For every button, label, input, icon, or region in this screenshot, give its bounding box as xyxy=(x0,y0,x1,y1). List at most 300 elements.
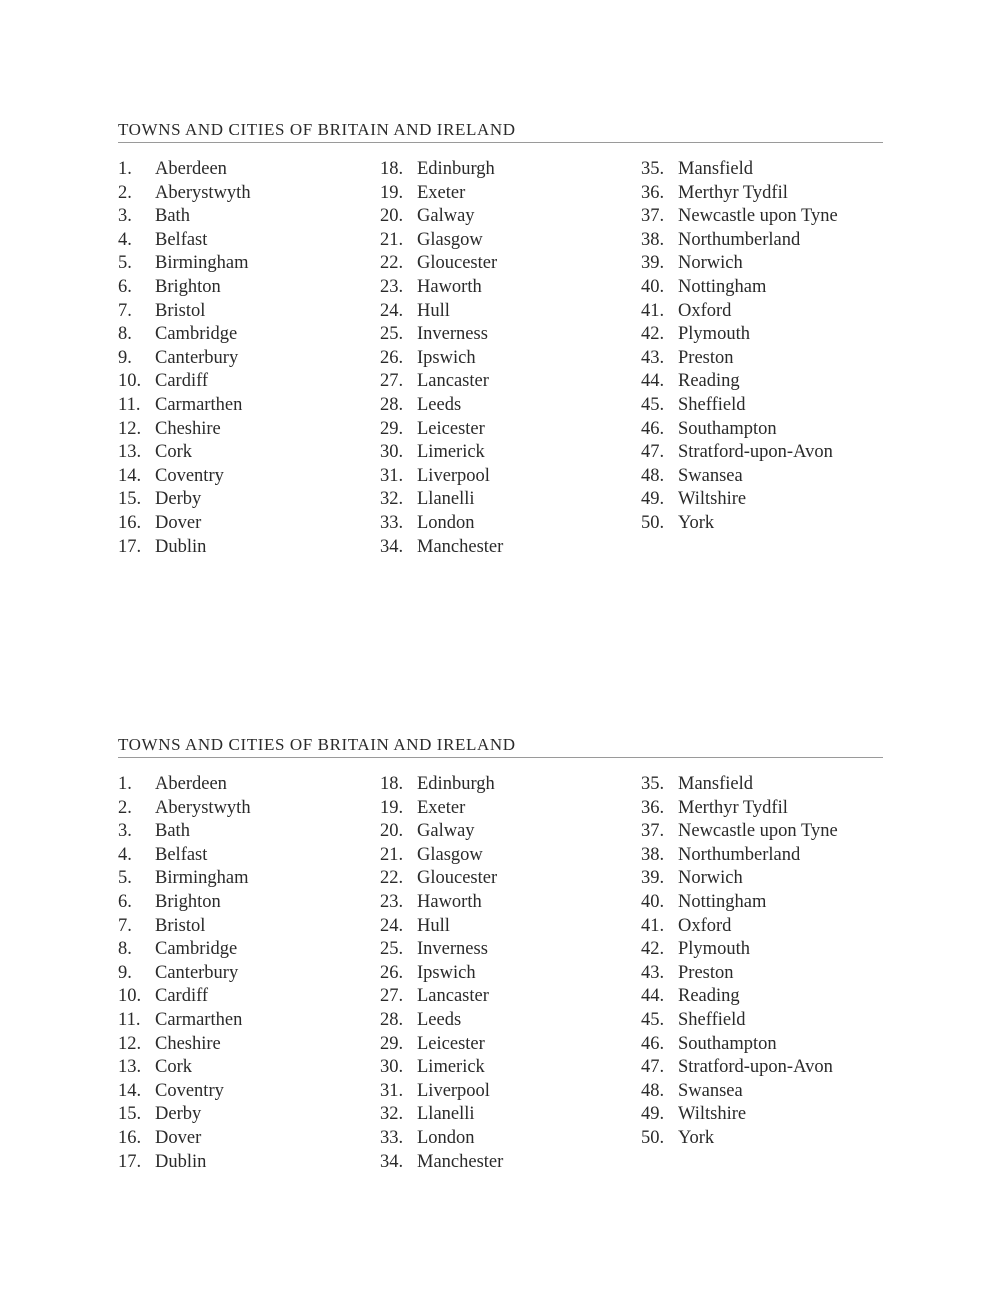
list-item xyxy=(641,820,838,844)
item-number: 33. xyxy=(380,1127,404,1148)
list-item xyxy=(118,441,251,465)
item-number: 36. xyxy=(641,797,665,818)
list-item xyxy=(380,1033,503,1057)
item-name: Norwich xyxy=(678,253,743,274)
column-3 xyxy=(641,773,838,1151)
item-number: 38. xyxy=(641,844,665,865)
item-name: Canterbury xyxy=(155,347,239,368)
item-name: Coventry xyxy=(155,465,224,486)
list-item xyxy=(641,962,838,986)
list-item xyxy=(380,300,503,324)
item-name: Galway xyxy=(417,206,475,227)
item-name: Aberystwyth xyxy=(155,182,251,203)
list-item xyxy=(118,182,251,206)
list-item xyxy=(380,891,503,915)
item-name: Nottingham xyxy=(678,891,767,912)
item-name: Gloucester xyxy=(417,253,498,274)
item-name: Galway xyxy=(417,821,475,842)
item-number: 31. xyxy=(380,1080,404,1101)
item-name: Ipswich xyxy=(417,347,476,368)
item-number: 2. xyxy=(118,182,132,203)
list-item xyxy=(118,300,251,324)
item-name: Mansfield xyxy=(678,774,754,794)
list-item xyxy=(380,252,503,276)
item-number: 20. xyxy=(380,821,404,842)
item-name: Cardiff xyxy=(155,371,209,392)
list-item xyxy=(641,797,838,821)
list-item xyxy=(641,1033,838,1057)
item-number: 10. xyxy=(118,371,142,392)
item-name: Ipswich xyxy=(417,962,476,983)
item-name: Plymouth xyxy=(678,939,750,960)
item-name: Glasgow xyxy=(417,844,483,865)
item-name: Cambridge xyxy=(155,939,238,960)
item-number: 50. xyxy=(641,512,665,533)
item-name: Brighton xyxy=(155,276,221,297)
item-number: 3. xyxy=(118,206,132,227)
item-number: 2. xyxy=(118,797,132,818)
item-name: Cork xyxy=(155,1057,192,1078)
list-item xyxy=(118,1151,251,1175)
item-name: Northumberland xyxy=(678,229,801,250)
towns-list-section xyxy=(118,119,883,568)
item-number: 20. xyxy=(380,206,404,227)
list-item xyxy=(118,370,251,394)
item-number: 6. xyxy=(118,891,132,912)
item-number: 9. xyxy=(118,962,132,983)
item-name: Liverpool xyxy=(417,465,490,486)
item-name: Dublin xyxy=(155,536,207,557)
list-item xyxy=(641,182,838,206)
list-item xyxy=(118,252,251,276)
item-number: 26. xyxy=(380,347,404,368)
list-item xyxy=(380,370,503,394)
list-item xyxy=(380,915,503,939)
item-name: Inverness xyxy=(417,324,488,345)
list-item xyxy=(380,962,503,986)
list-item xyxy=(118,418,251,442)
list-item xyxy=(380,276,503,300)
item-number: 39. xyxy=(641,868,665,889)
item-number: 22. xyxy=(380,868,404,889)
item-number: 24. xyxy=(380,915,404,936)
item-name: Swansea xyxy=(678,1080,743,1101)
list-item xyxy=(118,797,251,821)
item-name: Belfast xyxy=(155,229,208,250)
list-item xyxy=(641,1080,838,1104)
list-item xyxy=(380,229,503,253)
item-name: Preston xyxy=(678,962,734,983)
list-item xyxy=(380,773,503,797)
item-name: Cheshire xyxy=(155,1033,221,1054)
list-item xyxy=(641,1127,838,1151)
list-item xyxy=(380,536,503,560)
item-name: Aberdeen xyxy=(155,159,227,179)
column-2 xyxy=(380,773,503,1174)
item-number: 19. xyxy=(380,182,404,203)
item-number: 5. xyxy=(118,253,132,274)
item-name: Liverpool xyxy=(417,1080,490,1101)
item-name: Cambridge xyxy=(155,324,238,345)
item-number: 29. xyxy=(380,1033,404,1054)
item-number: 32. xyxy=(380,1104,404,1125)
list-item xyxy=(380,1127,503,1151)
list-item xyxy=(118,820,251,844)
item-name: Bristol xyxy=(155,300,206,321)
item-name: Haworth xyxy=(417,891,482,912)
list-item xyxy=(380,867,503,891)
section-heading: TOWNS AND CITIES OF BRITAIN AND IRELAND xyxy=(118,120,516,139)
item-name: Bristol xyxy=(155,915,206,936)
item-number: 35. xyxy=(641,774,665,794)
list-item xyxy=(641,252,838,276)
item-number: 23. xyxy=(380,891,404,912)
item-number: 23. xyxy=(380,276,404,297)
item-number: 7. xyxy=(118,300,132,321)
item-number: 19. xyxy=(380,797,404,818)
list-item xyxy=(380,465,503,489)
item-number: 4. xyxy=(118,844,132,865)
item-number: 49. xyxy=(641,489,665,510)
item-number: 41. xyxy=(641,915,665,936)
item-name: Merthyr Tydfil xyxy=(678,797,788,818)
item-name: Newcastle upon Tyne xyxy=(678,821,838,842)
heading-rule xyxy=(118,142,883,143)
item-number: 46. xyxy=(641,418,665,439)
column-1 xyxy=(118,773,251,1174)
item-name: Limerick xyxy=(417,442,485,463)
item-number: 22. xyxy=(380,253,404,274)
item-number: 8. xyxy=(118,939,132,960)
item-number: 39. xyxy=(641,253,665,274)
item-number: 35. xyxy=(641,159,665,179)
item-number: 12. xyxy=(118,1033,142,1054)
item-number: 33. xyxy=(380,512,404,533)
item-number: 12. xyxy=(118,418,142,439)
item-name: Carmarthen xyxy=(155,1009,243,1030)
item-number: 45. xyxy=(641,394,665,415)
list-item xyxy=(641,1009,838,1033)
column-2 xyxy=(380,158,503,559)
item-name: Cork xyxy=(155,442,192,463)
list-item xyxy=(380,488,503,512)
list-item xyxy=(641,465,838,489)
list-item xyxy=(380,323,503,347)
item-number: 11. xyxy=(118,1009,141,1030)
item-number: 44. xyxy=(641,986,665,1007)
list-item xyxy=(118,465,251,489)
item-number: 36. xyxy=(641,182,665,203)
list-item xyxy=(118,1009,251,1033)
list-item xyxy=(380,1009,503,1033)
list-item xyxy=(641,1103,838,1127)
item-name: Canterbury xyxy=(155,962,239,983)
list-item xyxy=(380,1056,503,1080)
item-name: Leeds xyxy=(417,1009,462,1030)
item-number: 17. xyxy=(118,1151,142,1172)
item-name: Carmarthen xyxy=(155,394,243,415)
item-number: 3. xyxy=(118,821,132,842)
list-item xyxy=(641,394,838,418)
item-name: Dover xyxy=(155,512,202,533)
list-item xyxy=(118,347,251,371)
item-name: London xyxy=(417,1127,475,1148)
item-name: Derby xyxy=(155,489,202,510)
item-name: Southampton xyxy=(678,418,777,439)
item-name: York xyxy=(678,512,715,533)
item-name: Lancaster xyxy=(417,986,489,1007)
item-name: Dover xyxy=(155,1127,202,1148)
item-number: 28. xyxy=(380,1009,404,1030)
list-item xyxy=(118,1080,251,1104)
list-item xyxy=(641,1056,838,1080)
item-number: 21. xyxy=(380,844,404,865)
item-name: Sheffield xyxy=(678,394,746,415)
item-number: 4. xyxy=(118,229,132,250)
item-name: Gloucester xyxy=(417,868,498,889)
item-number: 48. xyxy=(641,1080,665,1101)
item-name: Aberdeen xyxy=(155,774,227,794)
item-number: 49. xyxy=(641,1104,665,1125)
item-name: Aberystwyth xyxy=(155,797,251,818)
list-item xyxy=(118,867,251,891)
item-name: Newcastle upon Tyne xyxy=(678,206,838,227)
list-item xyxy=(118,536,251,560)
item-number: 13. xyxy=(118,1057,142,1078)
list-item xyxy=(380,205,503,229)
list-item xyxy=(641,370,838,394)
list-item xyxy=(118,1033,251,1057)
item-number: 40. xyxy=(641,891,665,912)
item-name: Birmingham xyxy=(155,868,249,889)
item-name: Norwich xyxy=(678,868,743,889)
list-item xyxy=(641,488,838,512)
item-number: 1. xyxy=(118,159,132,179)
item-name: Exeter xyxy=(417,182,466,203)
item-name: Manchester xyxy=(417,1151,504,1172)
item-name: Edinburgh xyxy=(417,774,495,794)
item-name: Manchester xyxy=(417,536,504,557)
list-item xyxy=(641,276,838,300)
item-number: 1. xyxy=(118,774,132,794)
list-item xyxy=(380,441,503,465)
list-item xyxy=(641,229,838,253)
item-name: Oxford xyxy=(678,915,732,936)
item-number: 48. xyxy=(641,465,665,486)
item-number: 8. xyxy=(118,324,132,345)
list-item xyxy=(380,1103,503,1127)
list-item xyxy=(118,1127,251,1151)
item-name: Glasgow xyxy=(417,229,483,250)
item-number: 31. xyxy=(380,465,404,486)
list-item xyxy=(118,205,251,229)
item-name: Sheffield xyxy=(678,1009,746,1030)
item-number: 11. xyxy=(118,394,141,415)
item-number: 42. xyxy=(641,324,665,345)
list-item xyxy=(641,773,838,797)
item-name: Cheshire xyxy=(155,418,221,439)
item-name: London xyxy=(417,512,475,533)
item-name: Coventry xyxy=(155,1080,224,1101)
item-number: 40. xyxy=(641,276,665,297)
item-number: 47. xyxy=(641,442,665,463)
list-item xyxy=(118,488,251,512)
item-name: Brighton xyxy=(155,891,221,912)
item-number: 14. xyxy=(118,1080,142,1101)
list-item xyxy=(380,394,503,418)
heading-rule xyxy=(118,757,883,758)
item-name: Stratford-upon-Avon xyxy=(678,442,833,463)
item-number: 43. xyxy=(641,347,665,368)
item-number: 44. xyxy=(641,371,665,392)
item-number: 25. xyxy=(380,939,404,960)
list-item xyxy=(118,1056,251,1080)
item-number: 32. xyxy=(380,489,404,510)
item-number: 30. xyxy=(380,442,404,463)
item-name: Llanelli xyxy=(417,1104,475,1125)
item-name: York xyxy=(678,1127,715,1148)
item-number: 27. xyxy=(380,371,404,392)
item-name: Llanelli xyxy=(417,489,475,510)
list-item xyxy=(641,300,838,324)
list-item xyxy=(641,205,838,229)
item-name: Bath xyxy=(155,206,190,227)
list-item xyxy=(380,985,503,1009)
item-number: 18. xyxy=(380,159,404,179)
item-name: Dublin xyxy=(155,1151,207,1172)
item-name: Leicester xyxy=(417,1033,485,1054)
list-item xyxy=(380,797,503,821)
list-item xyxy=(118,938,251,962)
list-item xyxy=(641,938,838,962)
item-name: Wiltshire xyxy=(678,489,747,510)
list-item xyxy=(641,915,838,939)
item-number: 5. xyxy=(118,868,132,889)
list-item xyxy=(380,512,503,536)
item-number: 37. xyxy=(641,821,665,842)
item-name: Lancaster xyxy=(417,371,489,392)
item-number: 46. xyxy=(641,1033,665,1054)
towns-columns xyxy=(118,158,883,568)
item-name: Limerick xyxy=(417,1057,485,1078)
list-item xyxy=(380,1080,503,1104)
list-item xyxy=(380,158,503,182)
item-name: Reading xyxy=(678,371,740,392)
list-item xyxy=(380,418,503,442)
list-item xyxy=(118,512,251,536)
list-item xyxy=(641,985,838,1009)
item-name: Bath xyxy=(155,821,190,842)
item-number: 34. xyxy=(380,1151,404,1172)
list-item xyxy=(641,844,838,868)
item-name: Swansea xyxy=(678,465,743,486)
item-name: Belfast xyxy=(155,844,208,865)
list-item xyxy=(380,182,503,206)
item-number: 43. xyxy=(641,962,665,983)
item-name: Inverness xyxy=(417,939,488,960)
item-number: 37. xyxy=(641,206,665,227)
item-name: Birmingham xyxy=(155,253,249,274)
item-name: Haworth xyxy=(417,276,482,297)
item-number: 10. xyxy=(118,986,142,1007)
item-name: Northumberland xyxy=(678,844,801,865)
item-name: Hull xyxy=(417,915,450,936)
item-name: Stratford-upon-Avon xyxy=(678,1057,833,1078)
item-name: Wiltshire xyxy=(678,1104,747,1125)
item-name: Preston xyxy=(678,347,734,368)
item-number: 50. xyxy=(641,1127,665,1148)
list-item xyxy=(118,915,251,939)
list-item xyxy=(641,867,838,891)
item-name: Derby xyxy=(155,1104,202,1125)
item-number: 26. xyxy=(380,962,404,983)
list-item xyxy=(380,347,503,371)
list-item xyxy=(380,1151,503,1175)
item-number: 21. xyxy=(380,229,404,250)
section-heading: TOWNS AND CITIES OF BRITAIN AND IRELAND xyxy=(118,735,516,754)
list-item xyxy=(118,276,251,300)
list-item xyxy=(118,1103,251,1127)
item-number: 13. xyxy=(118,442,142,463)
item-number: 24. xyxy=(380,300,404,321)
item-name: Nottingham xyxy=(678,276,767,297)
towns-columns xyxy=(118,773,883,1183)
list-item xyxy=(641,441,838,465)
item-number: 27. xyxy=(380,986,404,1007)
item-name: Edinburgh xyxy=(417,159,495,179)
item-number: 14. xyxy=(118,465,142,486)
item-number: 6. xyxy=(118,276,132,297)
item-number: 47. xyxy=(641,1057,665,1078)
column-1 xyxy=(118,158,251,559)
list-item xyxy=(641,323,838,347)
list-item xyxy=(118,891,251,915)
item-number: 15. xyxy=(118,1104,142,1125)
item-name: Cardiff xyxy=(155,986,209,1007)
item-name: Southampton xyxy=(678,1033,777,1054)
column-3 xyxy=(641,158,838,536)
item-name: Mansfield xyxy=(678,159,754,179)
item-number: 29. xyxy=(380,418,404,439)
list-item xyxy=(641,418,838,442)
item-number: 45. xyxy=(641,1009,665,1030)
item-number: 18. xyxy=(380,774,404,794)
list-item xyxy=(118,985,251,1009)
list-item xyxy=(380,820,503,844)
list-item xyxy=(118,773,251,797)
item-number: 9. xyxy=(118,347,132,368)
item-number: 34. xyxy=(380,536,404,557)
towns-list-section-repeat xyxy=(118,734,883,1183)
list-item xyxy=(641,347,838,371)
item-name: Hull xyxy=(417,300,450,321)
list-item xyxy=(641,512,838,536)
item-number: 42. xyxy=(641,939,665,960)
item-name: Exeter xyxy=(417,797,466,818)
list-item xyxy=(118,394,251,418)
item-number: 38. xyxy=(641,229,665,250)
item-number: 17. xyxy=(118,536,142,557)
list-item xyxy=(118,962,251,986)
item-name: Plymouth xyxy=(678,324,750,345)
list-item xyxy=(641,158,838,182)
item-number: 15. xyxy=(118,489,142,510)
item-number: 28. xyxy=(380,394,404,415)
item-name: Oxford xyxy=(678,300,732,321)
item-number: 41. xyxy=(641,300,665,321)
list-item xyxy=(118,158,251,182)
item-number: 7. xyxy=(118,915,132,936)
